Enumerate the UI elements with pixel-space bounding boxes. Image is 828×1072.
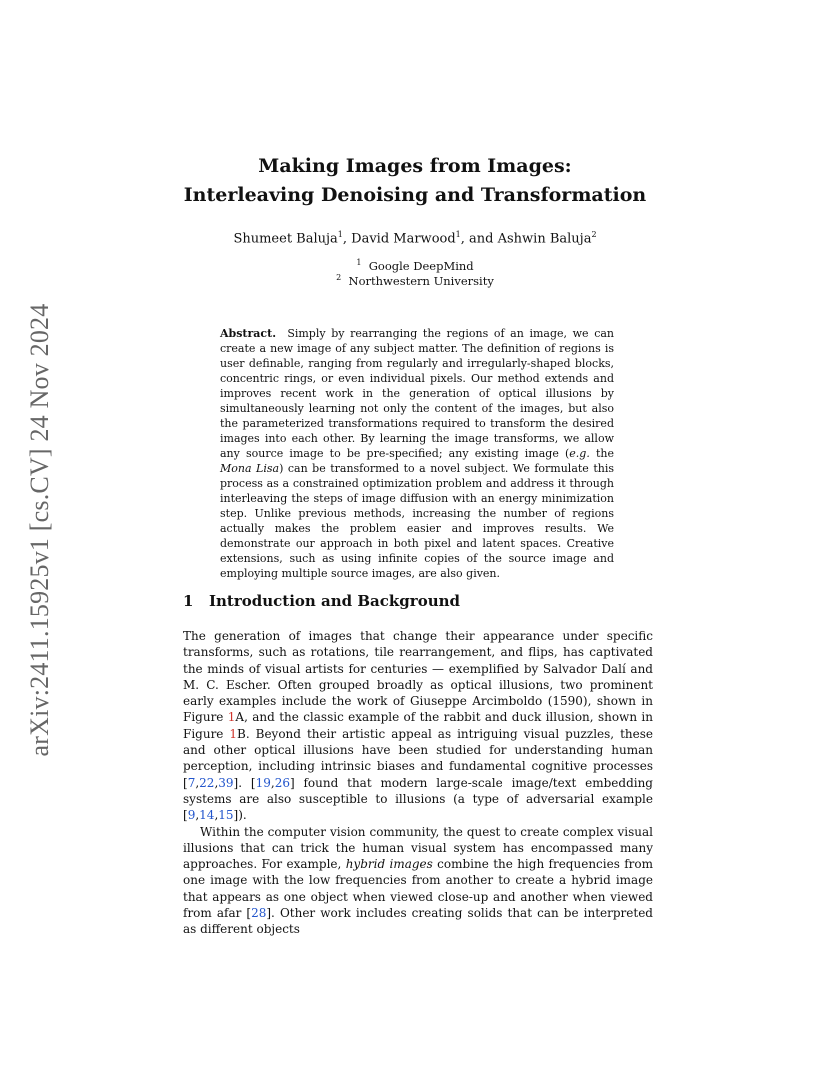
abstract xyxy=(220,326,614,581)
introduction-body xyxy=(183,628,653,938)
title-line-1: Making Images from Images: xyxy=(258,155,572,177)
abstract-emphasis: e.g. xyxy=(569,447,590,460)
paragraph-text: A, and the classic example of the rabbit and duck illusion, shown in Figure xyxy=(183,710,653,741)
author-affiliation-mark: 2 xyxy=(591,230,597,239)
citation-link[interactable]: 26 xyxy=(274,775,290,790)
abstract-text: Simply by rearranging the regions of an image, we can create a new image of any subject matter. The definition of regions is user definable, ranging from regularly and irregularly-shaped blocks, concentric rings, or even individual pixels. Our method extends and improves recent work in the generation of optical illusions by simultaneously learning not only the content of the images, but also the parameterized transformations required to transform the desired images into each other. By learning the image transforms, we allow any source image to be pre-specified; any existing image ( xyxy=(220,327,615,460)
citation-link[interactable]: 7 xyxy=(187,775,196,790)
title-line-2: Interleaving Denoising and Transformation xyxy=(183,184,647,206)
abstract-label: Abstract. xyxy=(220,327,277,340)
paragraph-text: Within the computer vision community, the quest to create complex visual illusions that can trick the human visual system has encompassed many approaches. For example, xyxy=(183,824,653,872)
arxiv-identifier: arXiv:2411.15925v1 [cs.CV] 24 Nov 2024 xyxy=(25,303,54,757)
paragraph-text: ]. [ xyxy=(233,775,256,790)
paragraph-text: B. Beyond their artistic appeal as intriguing visual puzzles, these and other optical illusions have been studied for understanding human perception, including intrinsic biases and fundamental cognitive processes [ xyxy=(183,726,653,790)
abstract-emphasis: Mona Lisa xyxy=(220,462,280,475)
author-affiliation-mark: 1 xyxy=(455,230,461,239)
citation-separator: , xyxy=(195,775,200,790)
affiliation xyxy=(150,258,680,273)
paragraph-text: ]. Other work includes creating solids that can be interpreted as different objects xyxy=(183,906,653,937)
author-separator: , xyxy=(342,231,352,247)
citation-link[interactable]: 15 xyxy=(218,808,234,823)
figure-link[interactable]: 1 xyxy=(227,710,236,725)
citation-link[interactable]: 22 xyxy=(199,775,215,790)
section-title: Introduction and Background xyxy=(209,592,461,610)
paragraph xyxy=(183,824,653,938)
citation-link[interactable]: 14 xyxy=(199,808,215,823)
arxiv-stamp xyxy=(20,290,60,770)
paper-title xyxy=(150,152,680,210)
author-affiliation-mark: 1 xyxy=(337,230,343,239)
author-list xyxy=(150,230,680,246)
author-name: David Marwood xyxy=(351,231,456,247)
citation-link[interactable]: 19 xyxy=(255,775,271,790)
figure-link[interactable]: 1 xyxy=(229,726,238,741)
abstract-text: the xyxy=(589,447,614,460)
affiliation-mark: 2 xyxy=(336,273,342,282)
author-name: Shumeet Baluja xyxy=(233,231,338,247)
affiliation xyxy=(150,273,680,288)
paragraph-emphasis: hybrid images xyxy=(345,857,433,872)
section-heading xyxy=(183,592,460,610)
citation-link[interactable]: 39 xyxy=(218,775,234,790)
affiliation-name: Google DeepMind xyxy=(368,258,474,273)
author-separator: , and xyxy=(460,231,498,247)
paragraph-text: combine the high frequencies from one image with the low frequencies from another to create a hybrid image that appears as one object when viewed close-up and another when viewed from afar [ xyxy=(183,857,653,921)
section-number: 1 xyxy=(183,592,194,610)
paragraph-text: The generation of images that change their appearance under specific transforms, such as rotations, tile rearrangement, and flips, has captivated the minds of visual artists for centuries — exemplified by Salvador Dalí and M. C. Escher. Often grouped broadly as optical illusions, two prominent early examples include the work of Giuseppe Arcimboldo (1590), shown in Figure xyxy=(183,629,653,725)
citation-separator: , xyxy=(270,775,275,790)
abstract-text: ) can be transformed to a novel subject. We formulate this process as a constrained optimization problem and address it through interleaving the steps of image diffusion with an energy minimization step. Unlike previous methods, increasing the number of regions actually makes the problem easier and improves results. We demonstrate our approach in both pixel and latent spaces. Creative extensions, such as using infinite copies of the source image and employing multiple source images, are also given. xyxy=(220,462,614,580)
citation-separator: , xyxy=(195,808,200,823)
citation-link[interactable]: 28 xyxy=(251,906,267,921)
affiliation-name: Northwestern University xyxy=(348,273,494,288)
paragraph-text: ] found that modern large-scale image/text embedding systems are also susceptible to illusions (a type of adversarial example [ xyxy=(183,775,653,823)
citation-link[interactable]: 9 xyxy=(187,808,196,823)
citation-separator: , xyxy=(214,808,219,823)
author-name: Ashwin Baluja xyxy=(497,231,592,247)
affiliation-mark: 1 xyxy=(356,258,362,267)
paragraph-text: ]). xyxy=(233,808,247,823)
paragraph xyxy=(183,628,653,824)
citation-separator: , xyxy=(214,775,219,790)
